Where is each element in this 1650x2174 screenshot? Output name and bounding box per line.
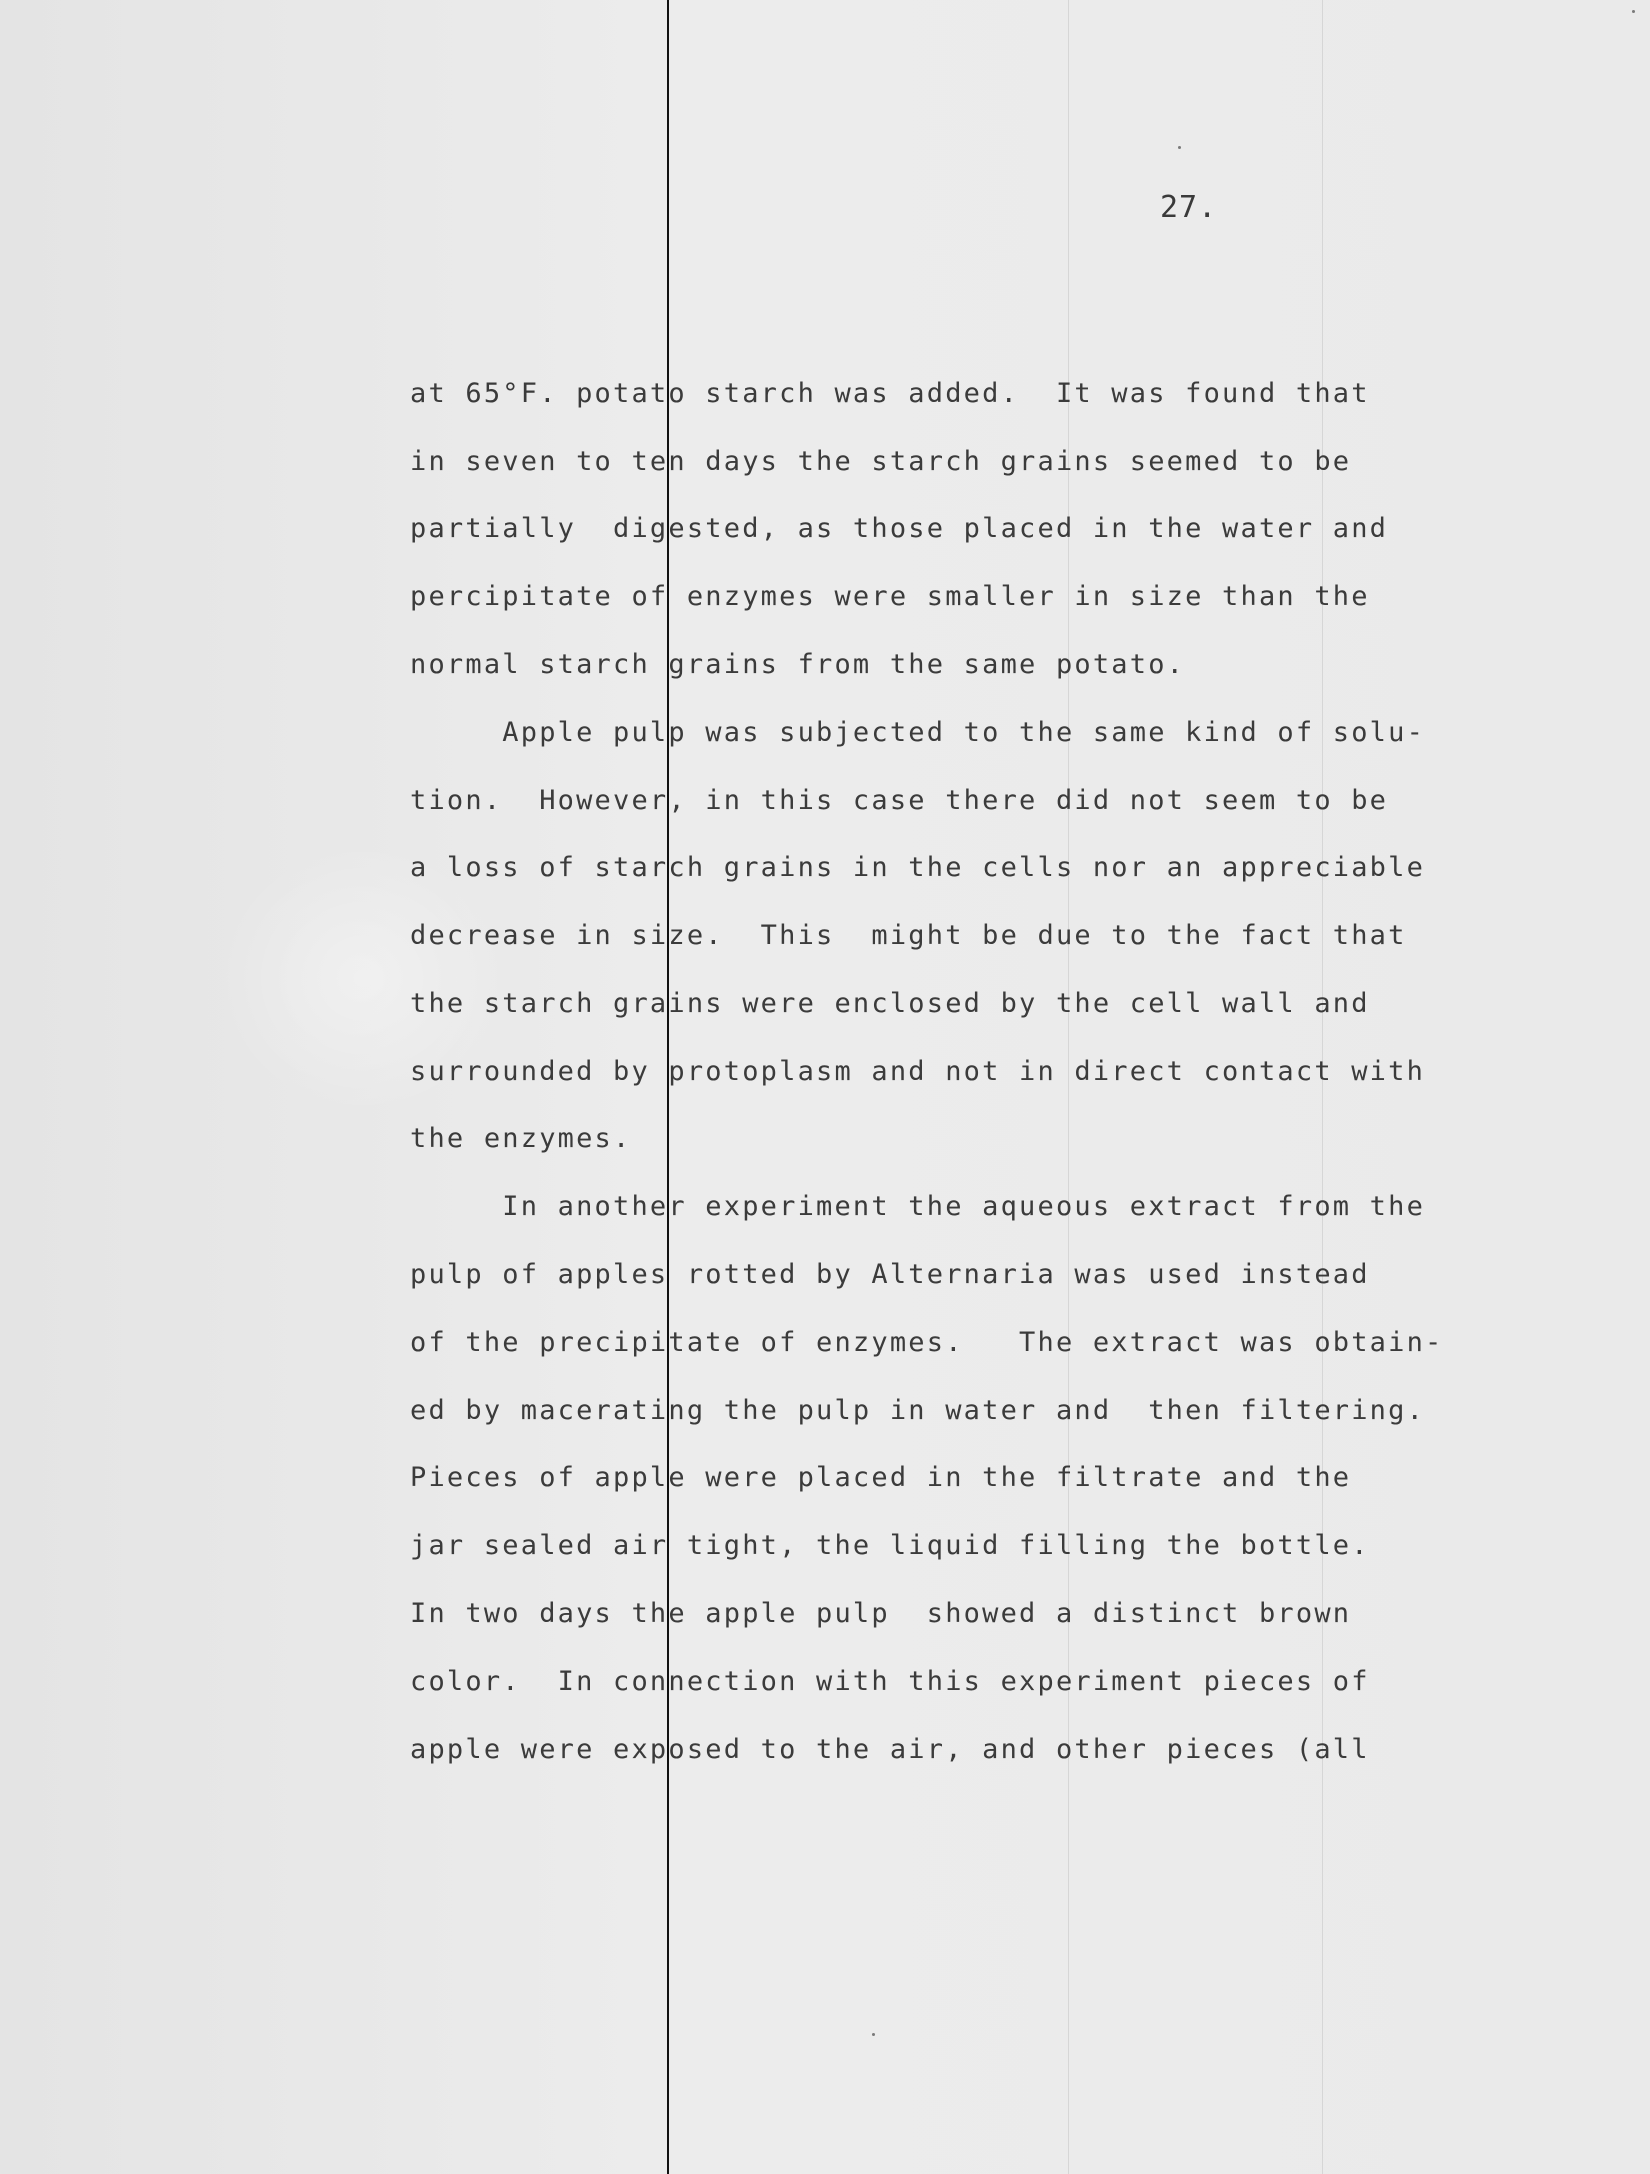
text-line: in seven to ten days the starch grains seemed to be: [410, 446, 1352, 477]
text-line: Pieces of apple were placed in the filtrate and the: [410, 1462, 1352, 1493]
text-line: surrounded by protoplasm and not in direct contact with: [410, 1056, 1426, 1087]
text-line: In another experiment the aqueous extract from the: [410, 1191, 1426, 1222]
text-line: color. In connection with this experiment pieces of: [410, 1666, 1370, 1697]
text-line: normal starch grains from the same potato.: [410, 649, 1186, 680]
text-line: of the precipitate of enzymes. The extract was obtain-: [410, 1327, 1444, 1358]
text-line: at 65°F. potato starch was added. It was found that: [410, 378, 1370, 409]
page-number: 27.: [1160, 190, 1218, 225]
paper-speck: [872, 2033, 875, 2036]
text-line: Apple pulp was subjected to the same kind of solu-: [410, 717, 1426, 748]
text-line: pulp of apples rotted by Alternaria was used instead: [410, 1259, 1370, 1290]
text-line: decrease in size. This might be due to the fact that: [410, 920, 1407, 951]
text-line: partially digested, as those placed in the water and: [410, 513, 1389, 544]
text-line: ed by macerating the pulp in water and then filtering.: [410, 1395, 1426, 1426]
text-line: the starch grains were enclosed by the cell wall and: [410, 988, 1370, 1019]
paper-speck: [1178, 146, 1181, 149]
paper-speck: [1632, 10, 1635, 13]
text-line: the enzymes.: [410, 1123, 632, 1154]
text-line: percipitate of enzymes were smaller in size than the: [410, 581, 1370, 612]
text-line: jar sealed air tight, the liquid filling the bottle.: [410, 1530, 1370, 1561]
text-line: In two days the apple pulp showed a distinct brown: [410, 1598, 1352, 1629]
text-line: a loss of starch grains in the cells nor an appreciable: [410, 852, 1426, 883]
text-line: apple were exposed to the air, and other pieces (all: [410, 1734, 1370, 1765]
text-line: tion. However, in this case there did not seem to be: [410, 785, 1389, 816]
